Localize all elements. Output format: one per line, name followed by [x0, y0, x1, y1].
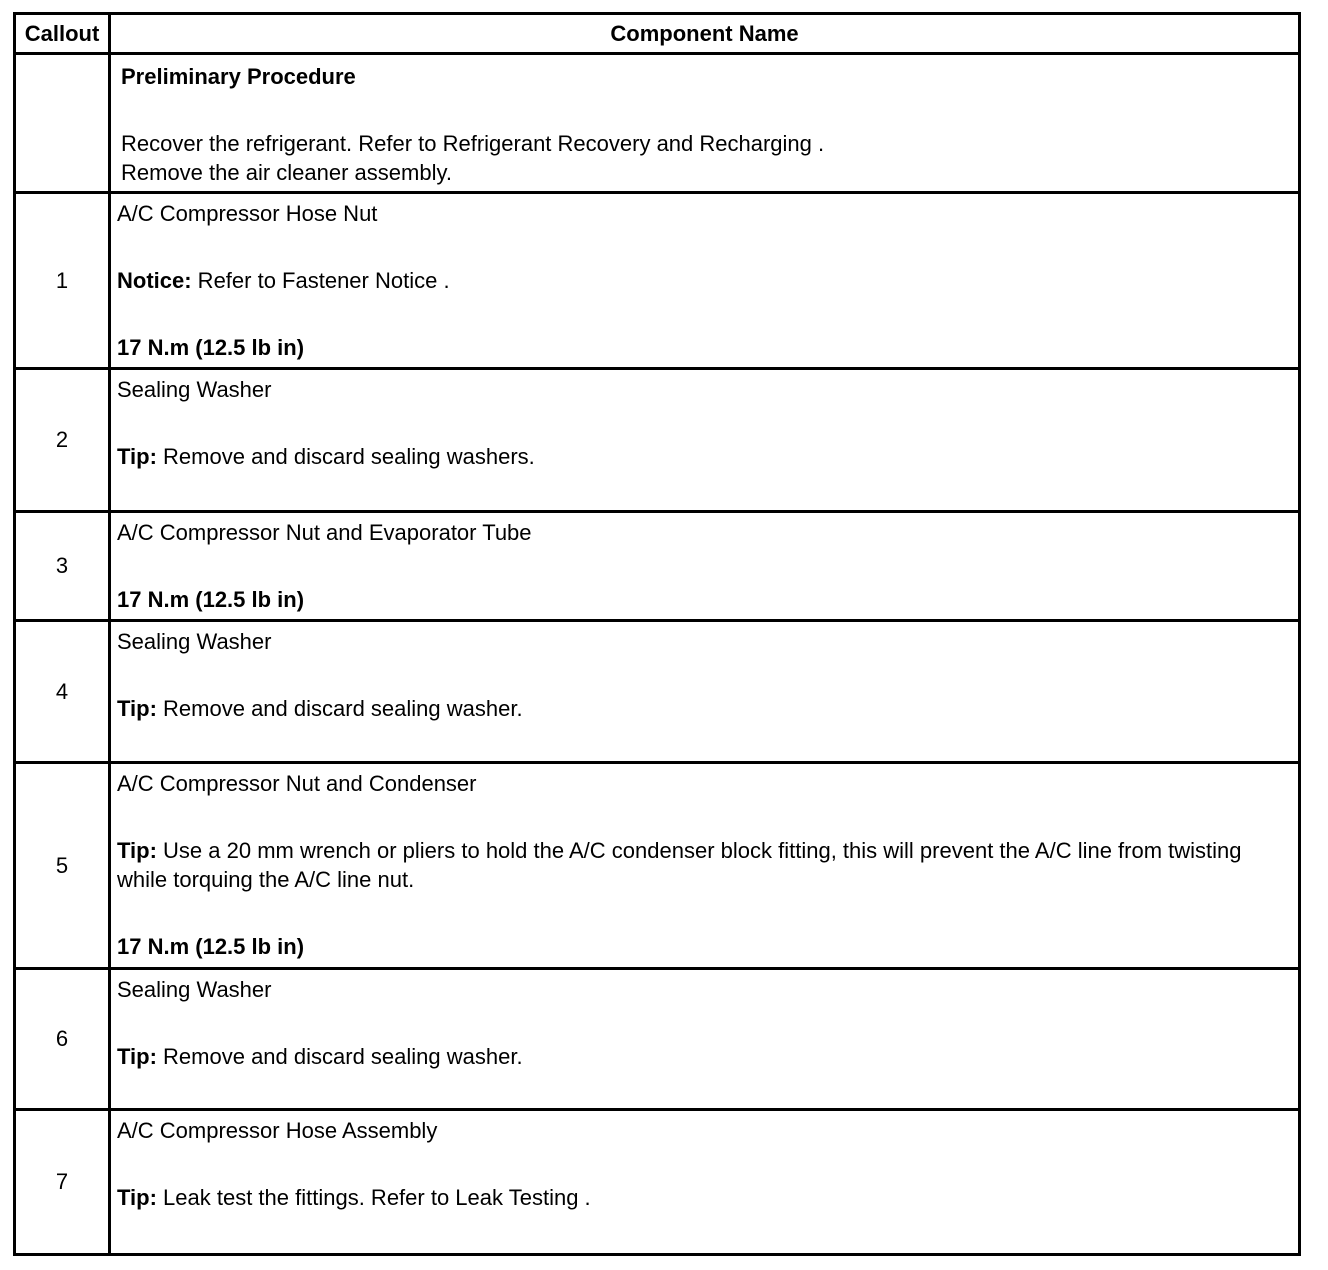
component-note: [117, 1183, 1290, 1212]
table-row: [15, 1110, 1300, 1255]
callout-number: 2: [15, 369, 110, 512]
table-row: [15, 969, 1300, 1110]
component-name: A/C Compressor Hose Nut: [117, 201, 378, 226]
note-label: Tip:: [117, 444, 157, 469]
component-cell: [110, 193, 1300, 369]
component-note: [117, 694, 1290, 723]
component-note: [117, 1042, 1290, 1071]
preliminary-step: Remove the air cleaner assembly.: [121, 160, 452, 185]
component-note: [117, 442, 1290, 471]
component-cell: [110, 763, 1300, 969]
preliminary-callout-cell: [15, 54, 110, 193]
note-label: Notice:: [117, 268, 192, 293]
component-cell: [110, 969, 1300, 1110]
note-label: Tip:: [117, 696, 157, 721]
component-name: Sealing Washer: [117, 977, 272, 1002]
component-note: [117, 836, 1290, 894]
callout-number: 1: [15, 193, 110, 369]
component-name: Sealing Washer: [117, 377, 272, 402]
component-cell: [110, 512, 1300, 621]
table-row: [15, 621, 1300, 763]
header-row: [15, 14, 1300, 54]
note-text: Remove and discard sealing washer.: [156, 696, 523, 721]
torque-spec: 17 N.m (12.5 lb in): [117, 934, 305, 959]
component-note: [117, 266, 1290, 295]
preliminary-row: [15, 54, 1300, 193]
component-name-header: Component Name: [110, 14, 1300, 54]
component-name: Sealing Washer: [117, 629, 272, 654]
callout-number: 6: [15, 969, 110, 1110]
component-cell: [110, 369, 1300, 512]
component-table: [13, 12, 1301, 1256]
note-label: Tip:: [117, 838, 157, 863]
table-row: [15, 193, 1300, 369]
callout-number: 4: [15, 621, 110, 763]
component-cell: [110, 1110, 1300, 1255]
table-row: [15, 369, 1300, 512]
component-name: A/C Compressor Hose Assembly: [117, 1118, 438, 1143]
component-name: A/C Compressor Nut and Condenser: [117, 771, 477, 796]
table-row: [15, 763, 1300, 969]
preliminary-step: Recover the refrigerant. Refer to Refrigerant Recovery and Recharging .: [121, 131, 825, 156]
note-text: Remove and discard sealing washers.: [156, 444, 535, 469]
torque-spec: 17 N.m (12.5 lb in): [117, 587, 305, 612]
component-name: A/C Compressor Nut and Evaporator Tube: [117, 520, 532, 545]
preliminary-title: Preliminary Procedure: [121, 64, 356, 89]
callout-header: Callout: [15, 14, 110, 54]
note-label: Tip:: [117, 1044, 157, 1069]
note-label: Tip:: [117, 1185, 157, 1210]
preliminary-cell: [110, 54, 1300, 193]
note-text: Remove and discard sealing washer.: [156, 1044, 523, 1069]
callout-number: 3: [15, 512, 110, 621]
callout-number: 7: [15, 1110, 110, 1255]
note-text: Use a 20 mm wrench or pliers to hold the A/C condenser block fitting, this will prevent the A/C line from twisting while torquing the A/C line nut.: [117, 838, 1242, 892]
note-text: Refer to Fastener Notice .: [191, 268, 450, 293]
component-cell: [110, 621, 1300, 763]
table-row: [15, 512, 1300, 621]
callout-number: 5: [15, 763, 110, 969]
torque-spec: 17 N.m (12.5 lb in): [117, 335, 305, 360]
note-text: Leak test the fittings. Refer to Leak Testing .: [156, 1185, 591, 1210]
